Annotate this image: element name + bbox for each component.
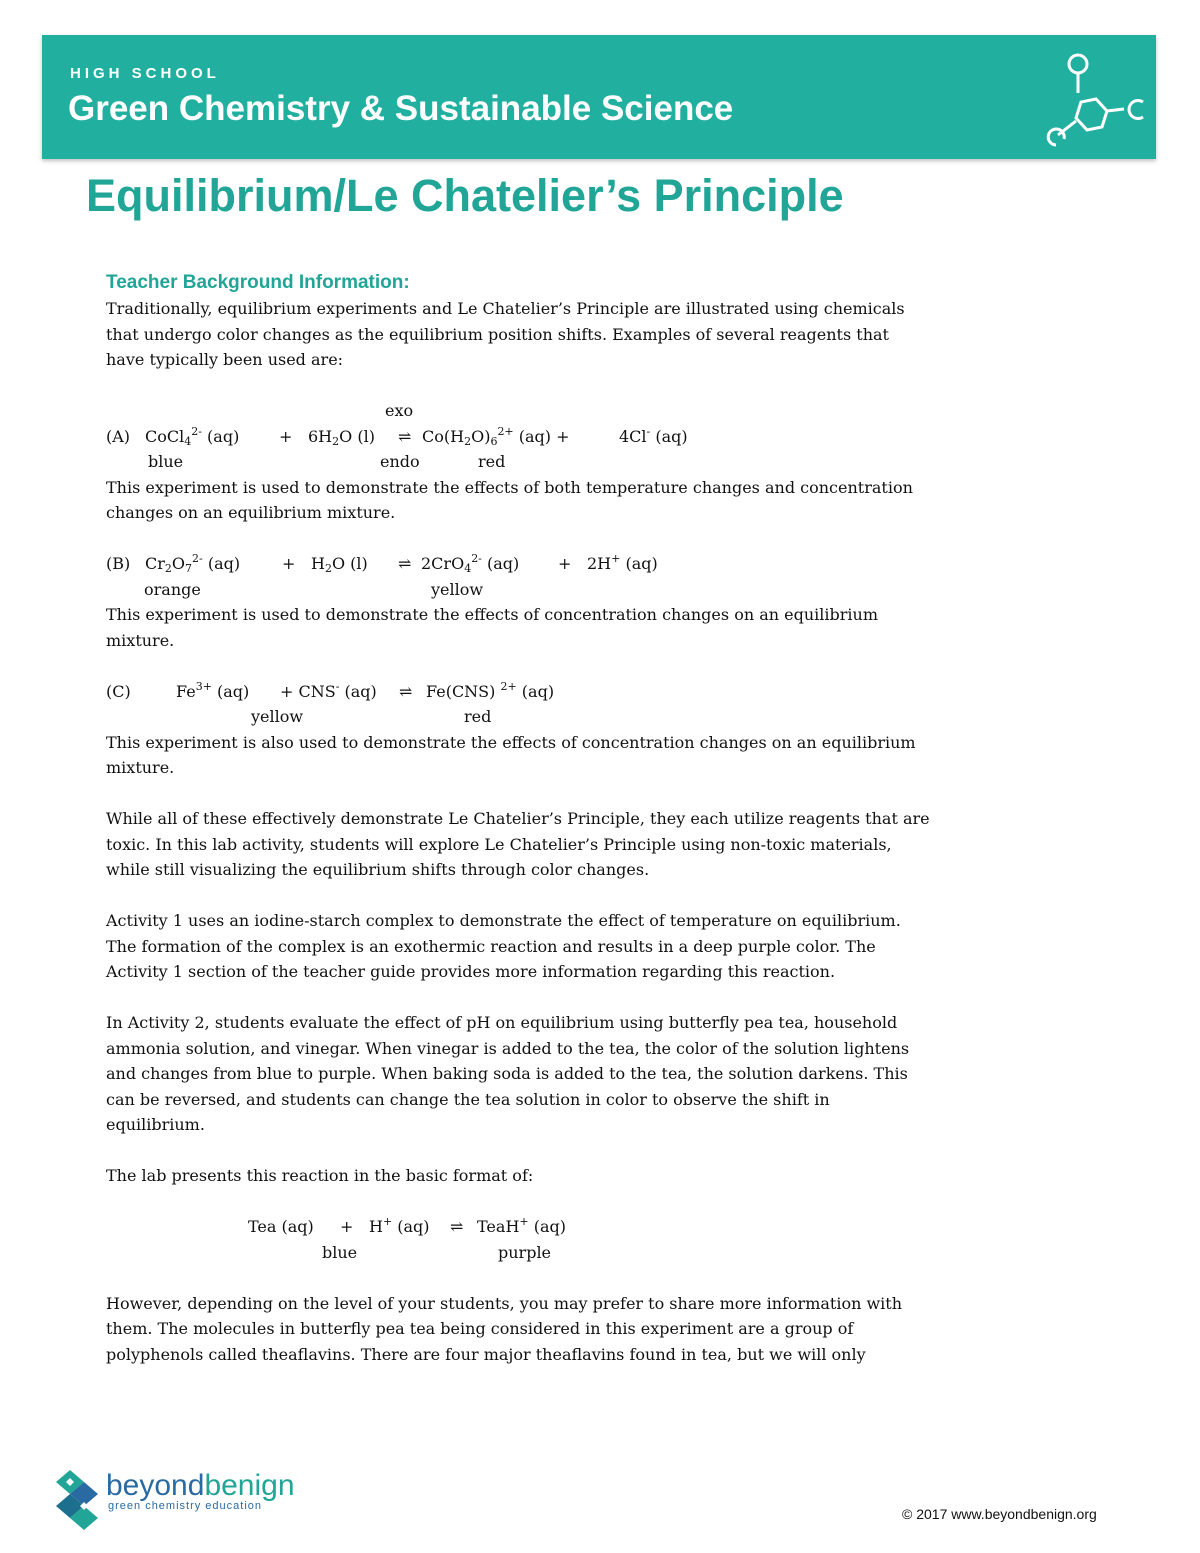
equation-b-description: This experiment is used to demonstrate the effects of concentration changes on an equilibrium mixture. [106, 605, 878, 650]
equation-a: (A) CoCl$_4^{2-}$ (aq) + $6H_2O$ (l) ⇌ $Co(H_2O)_6^{2+}$ (aq) + 4Cl- (aq) [106, 424, 688, 448]
equation-a-description: This experiment is used to demonstrate the effects of both temperature changes and concentration changes on an equilibrium mixture. [106, 477, 913, 522]
equation-tea: Tea (aq) + H+ (aq) ⇌ TeaH+ (aq) [106, 1214, 1036, 1240]
equilibrium-arrow-icon: ⇌ [398, 426, 412, 446]
section-heading: Teacher Background Information: [106, 272, 410, 293]
equation-c-description: This experiment is also used to demonstrate the effects of concentration changes on an equilibrium mixture. [106, 732, 916, 777]
equilibrium-arrow-icon: ⇌ [450, 1217, 464, 1236]
equation-b: (B) $Cr_2O_7^{2-}$ (aq) + $H_2O$ (l) ⇌ 2CrO$_4^{2-}$ (aq) + 2H+ (aq) [106, 552, 658, 575]
beyond-benign-logo-icon [52, 1468, 104, 1532]
brand-name: beyondbenign [106, 1469, 295, 1502]
activity-2-paragraph: In Activity 2, students evaluate the effect of pH on equilibrium using butterfly pea tea, household ammonia solution, and vinegar. When vinegar is added to the tea, the color of the solution lightens and changes from blue to purple. When baking soda is added to the tea, the solution darkens. This can be reversed, and students can change the tea solution in color to observe the shift in equilibrium. [106, 1013, 910, 1134]
header-banner [42, 35, 1156, 159]
document-body [106, 270, 1036, 1367]
equation-a-labels: blue endo red [148, 452, 506, 471]
activity-1-paragraph: Activity 1 uses an iodine-starch complex to demonstrate the effect of temperature on equilibrium. The formation of the complex is an exothermic reaction and results in a deep purple color. The Activity 1 section of the teacher guide provides more information regarding this reaction. [106, 911, 901, 981]
copyright: © 2017 www.beyondbenign.org [902, 1506, 1097, 1522]
however-paragraph: However, depending on the level of your students, you may prefer to share more information with them. The molecules in butterfly pea tea being considered in this experiment are a group of polyphenols called theaflavins. There are four major theaflavins found in tea, but we will only [106, 1293, 903, 1364]
equation-tea-labels: blue purple [322, 1242, 552, 1262]
molecule-icon [1020, 49, 1150, 154]
equation-b-labels: orange yellow [144, 579, 484, 599]
equation-a-above: exo [385, 401, 414, 420]
document-title: Equilibrium/Le Chatelier’s Principle [86, 170, 844, 221]
banner-kicker: HIGH SCHOOL [70, 65, 220, 82]
equation-c: (C) $Fe^{3+}$ (aq) + CNS- (aq) ⇌ Fe(CNS) $^{2+}$ (aq) [106, 679, 1036, 705]
intro-paragraph: Traditionally, equilibrium experiments and Le Chatelier’s Principle are illustrated using chemicals that undergo color changes as the equilibrium position shifts. Examples of several reagents that have typically been used are: [106, 299, 905, 369]
equilibrium-arrow-icon: ⇌ [399, 681, 413, 701]
banner-title: Green Chemistry & Sustainable Science [68, 89, 734, 128]
brand-tagline: green chemistry education [108, 1500, 263, 1512]
equation-c-labels: yellow red [251, 707, 492, 726]
toxic-paragraph: While all of these effectively demonstrate Le Chatelier’s Principle, they each utilize reagents that are toxic. In this lab activity, students will explore Le Chatelier’s Principle using non-toxic materials, while still visualizing the equilibrium shifts through color changes. [106, 809, 930, 879]
format-paragraph: The lab presents this reaction in the basic format of: [106, 1166, 534, 1185]
equilibrium-arrow-icon: ⇌ [398, 554, 412, 573]
